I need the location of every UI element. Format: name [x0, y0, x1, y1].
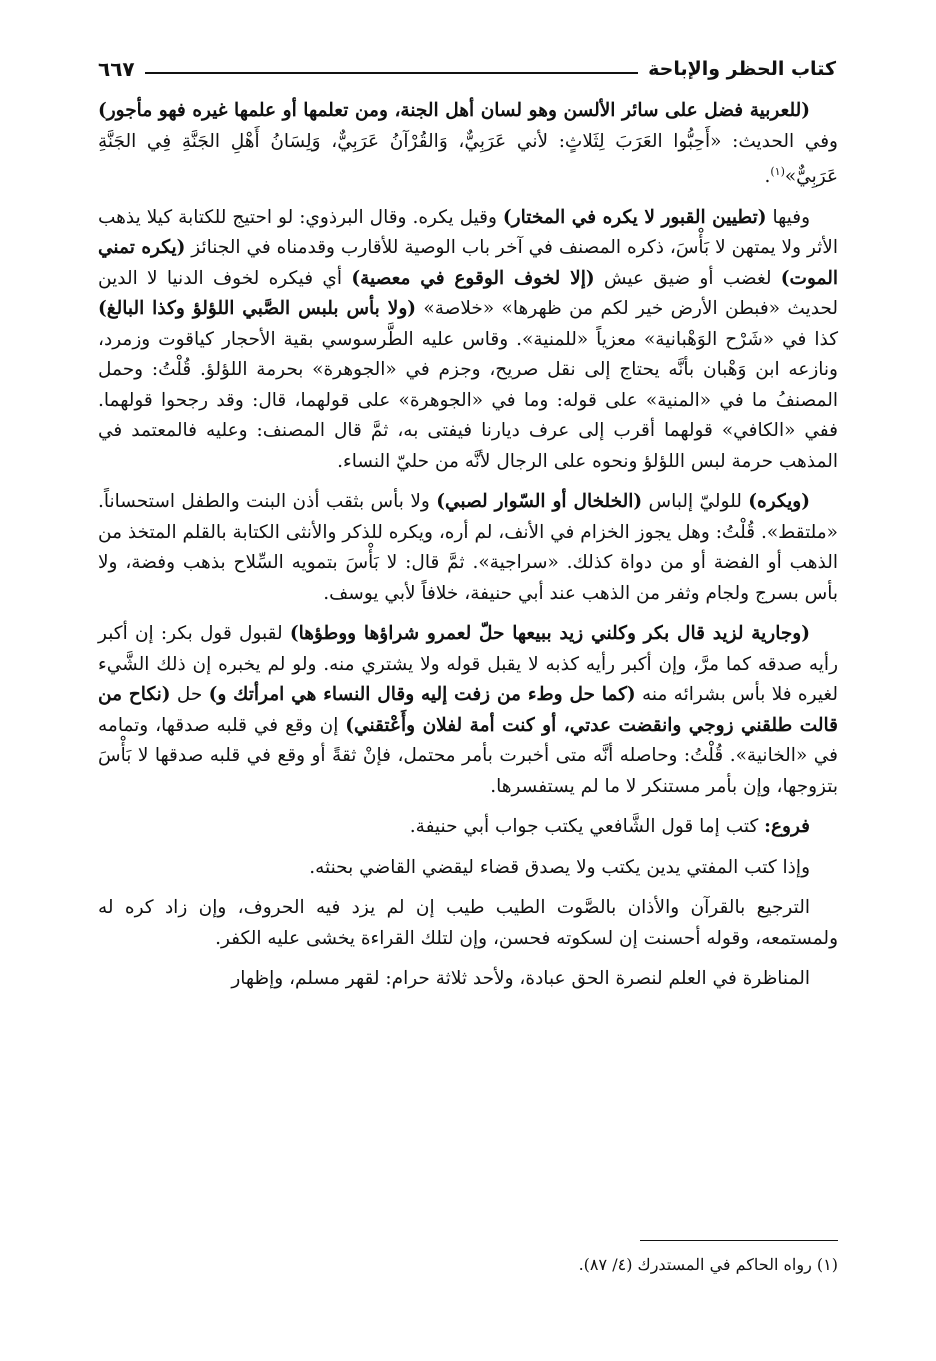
page-number: ٦٦٧ — [98, 57, 135, 81]
paragraph-anklets — [98, 487, 838, 609]
commentary-text: وإذا كتب المفتي يدين يكتب ولا يصدق قضاء ليقضي القاضي بحنثه. — [309, 856, 810, 878]
matn-text: (يكره تمني الموت) — [98, 237, 838, 289]
commentary-text: أي فيكره لخوف الدنيا لا الدين لحديث «فبطن الأرض خير لكم من ظهرها» «خلاصة» — [98, 267, 839, 320]
paragraph-graves — [98, 203, 838, 478]
commentary-text: لغضب أو ضيق عيش — [594, 267, 781, 289]
commentary-text: كذا في «شَرْح الوَهْبانية» معزياً «للمنية». وقاس عليه الطَّرسوسي بقية الأحجار كياقوت وزمرد، ونازعه ابن وَهْبان بأنَّه يحتاج إلى نقل صريح، وجزم في «الجوهرة» بحرمة اللؤلؤ. قُلْتُ: وحمل المصنفُ ما في «المنية» على قوله: وما في «الجوهرة» على قولهما، قال: وقد رجحوا قولهما. ففي «الكافي» قولهما أقرب إلى عرف ديارنا فيفتى به، ثمَّ قال المصنف: وعليه فالمعتمد في المذهب حرمة لبس اللؤلؤ ونحوه على الرجال لأنَّه من حليّ النساء. — [98, 328, 838, 472]
matn-text: (تطيين القبور لا يكره في المختار) — [502, 206, 767, 228]
running-title: كتاب الحظر والإباحة — [648, 58, 836, 80]
commentary-text: إن وقع في قلبه صدقها، وتمامه في «الخانية». قُلْتُ: وحاصله أنَّه متى أخبرت بأمر محتمل، فإنْ ثقةً أو وقع في قلبه صدقها لا بَأْسَ بتزوجها، وإن بأمر مستنكر لا ما لم يستفسرها. — [98, 714, 838, 797]
header-rule — [145, 72, 638, 74]
commentary-text: ولا بأس بثقب أذن البنت والطفل استحساناً. «ملتقط». قُلْتُ: وهل يجوز الخزام في الأنف، لم أره، ويكره للذكر والأنثى الكتابة بالقلم المتخذ من الذهب أو الفضة أو من دواة كذلك. «سراجية». ثمَّ قال: لا بَأْسَ بتمويه السِّلاح بذهب وفضة، ولا بأس بسرج ولجام وثفر من الذهب عند أبي حنيفة، خلافاً لأبي يوسف. — [98, 491, 838, 604]
commentary-text: وفي الحديث: «أَحِبُّوا العَرَبَ لِثَلاثٍ: لأني عَرَبِيٌّ، وَالقُرْآنُ عَرَبِيٌّ، وَلِسَانُ أَهْلِ الجَنَّةِ فِي الجَنَّةِ عَرَبِيٌّ» — [98, 130, 838, 188]
commentary-text: المناظرة في العلم لنصرة الحق عبادة، ولأحد ثلاثة حرام: لقهر مسلم، وإظهار — [231, 968, 810, 990]
commentary-text: للوليّ إلباس — [642, 491, 749, 513]
footnote-ref: (١) — [770, 165, 785, 178]
matn-text: (نكاح من قالت طلقني زوجي وانقضت عدتي، أو كنت أمة لفلان وأَعْتقني) — [98, 684, 838, 736]
page-header — [98, 52, 836, 86]
footnote — [98, 1252, 838, 1278]
footnote-marker: (١) — [816, 1255, 838, 1274]
matn-text: (ويكره) — [748, 491, 810, 513]
section-label: فروع: — [764, 816, 810, 838]
paragraph-branches — [98, 812, 838, 843]
matn-text: (الخلخال أو السّوار لصبي) — [436, 491, 643, 513]
footnote-divider — [640, 1240, 838, 1241]
commentary-text: وفيها — [766, 206, 811, 228]
paragraph-arabic-merit — [98, 96, 838, 193]
commentary-text: كتب إما قول الشَّافعي يكتب جواب أبي حنيفة. — [409, 816, 765, 838]
matn-text: (ولا بأس بلبس الصَّبي اللؤلؤ وكذا البالغ) — [98, 298, 417, 320]
footnote-text: رواه الحاكم في المستدرك (٤/ ٨٧). — [578, 1255, 812, 1274]
paragraph-mufti — [98, 853, 838, 884]
paragraph-recitation — [98, 893, 838, 954]
paragraph-debate — [98, 964, 838, 995]
matn-text: (إلا لخوف الوقوع في معصية) — [351, 267, 595, 289]
main-text — [98, 96, 838, 1005]
commentary-text: . — [764, 166, 771, 188]
paragraph-slave-girl — [98, 619, 838, 802]
matn-text: (وجارية لزيد قال بكر وكلني زيد ببيعها حلّ لعمرو شراؤها ووطؤها) — [289, 623, 810, 645]
commentary-text: حل — [170, 684, 209, 706]
commentary-text: الترجيع بالقرآن والأذان بالصَّوت الطيب طيب إن لم يزد فيه الحروف، وإن زاد كره له ولمستمعه، وقوله أحسنت إن لسكوته فحسن، وإن لتلك القراءة يخشى عليه الكفر. — [98, 897, 838, 949]
commentary-text: وقيل يكره. وقال البرذوي: لو احتيج للكتابة كيلا يذهب الأثر ولا يمتهن لا بَأْسَ، ذكره المصنف في آخر باب الوصية للأقارب وقدمناه في الجنائز — [98, 206, 839, 259]
matn-text: (للعربية فضل على سائر الألسن وهو لسان أهل الجنة، ومن تعلمها أو علمها غيره فهو مأجور) — [98, 100, 810, 121]
matn-text: (كما حل وطء من زفت إليه وقال النساء هي امرأتك و) — [208, 684, 636, 706]
commentary-text: لقبول قول بكر: إن أكبر رأيه صدقه كما مرَّ، وإن أكبر رأيه كذبه لا يقبل قوله ولا يشتري منه. ولو لم يخبره إن ذلك الشَّيء لغيره فلا بأس بشرائه منه — [98, 623, 838, 706]
